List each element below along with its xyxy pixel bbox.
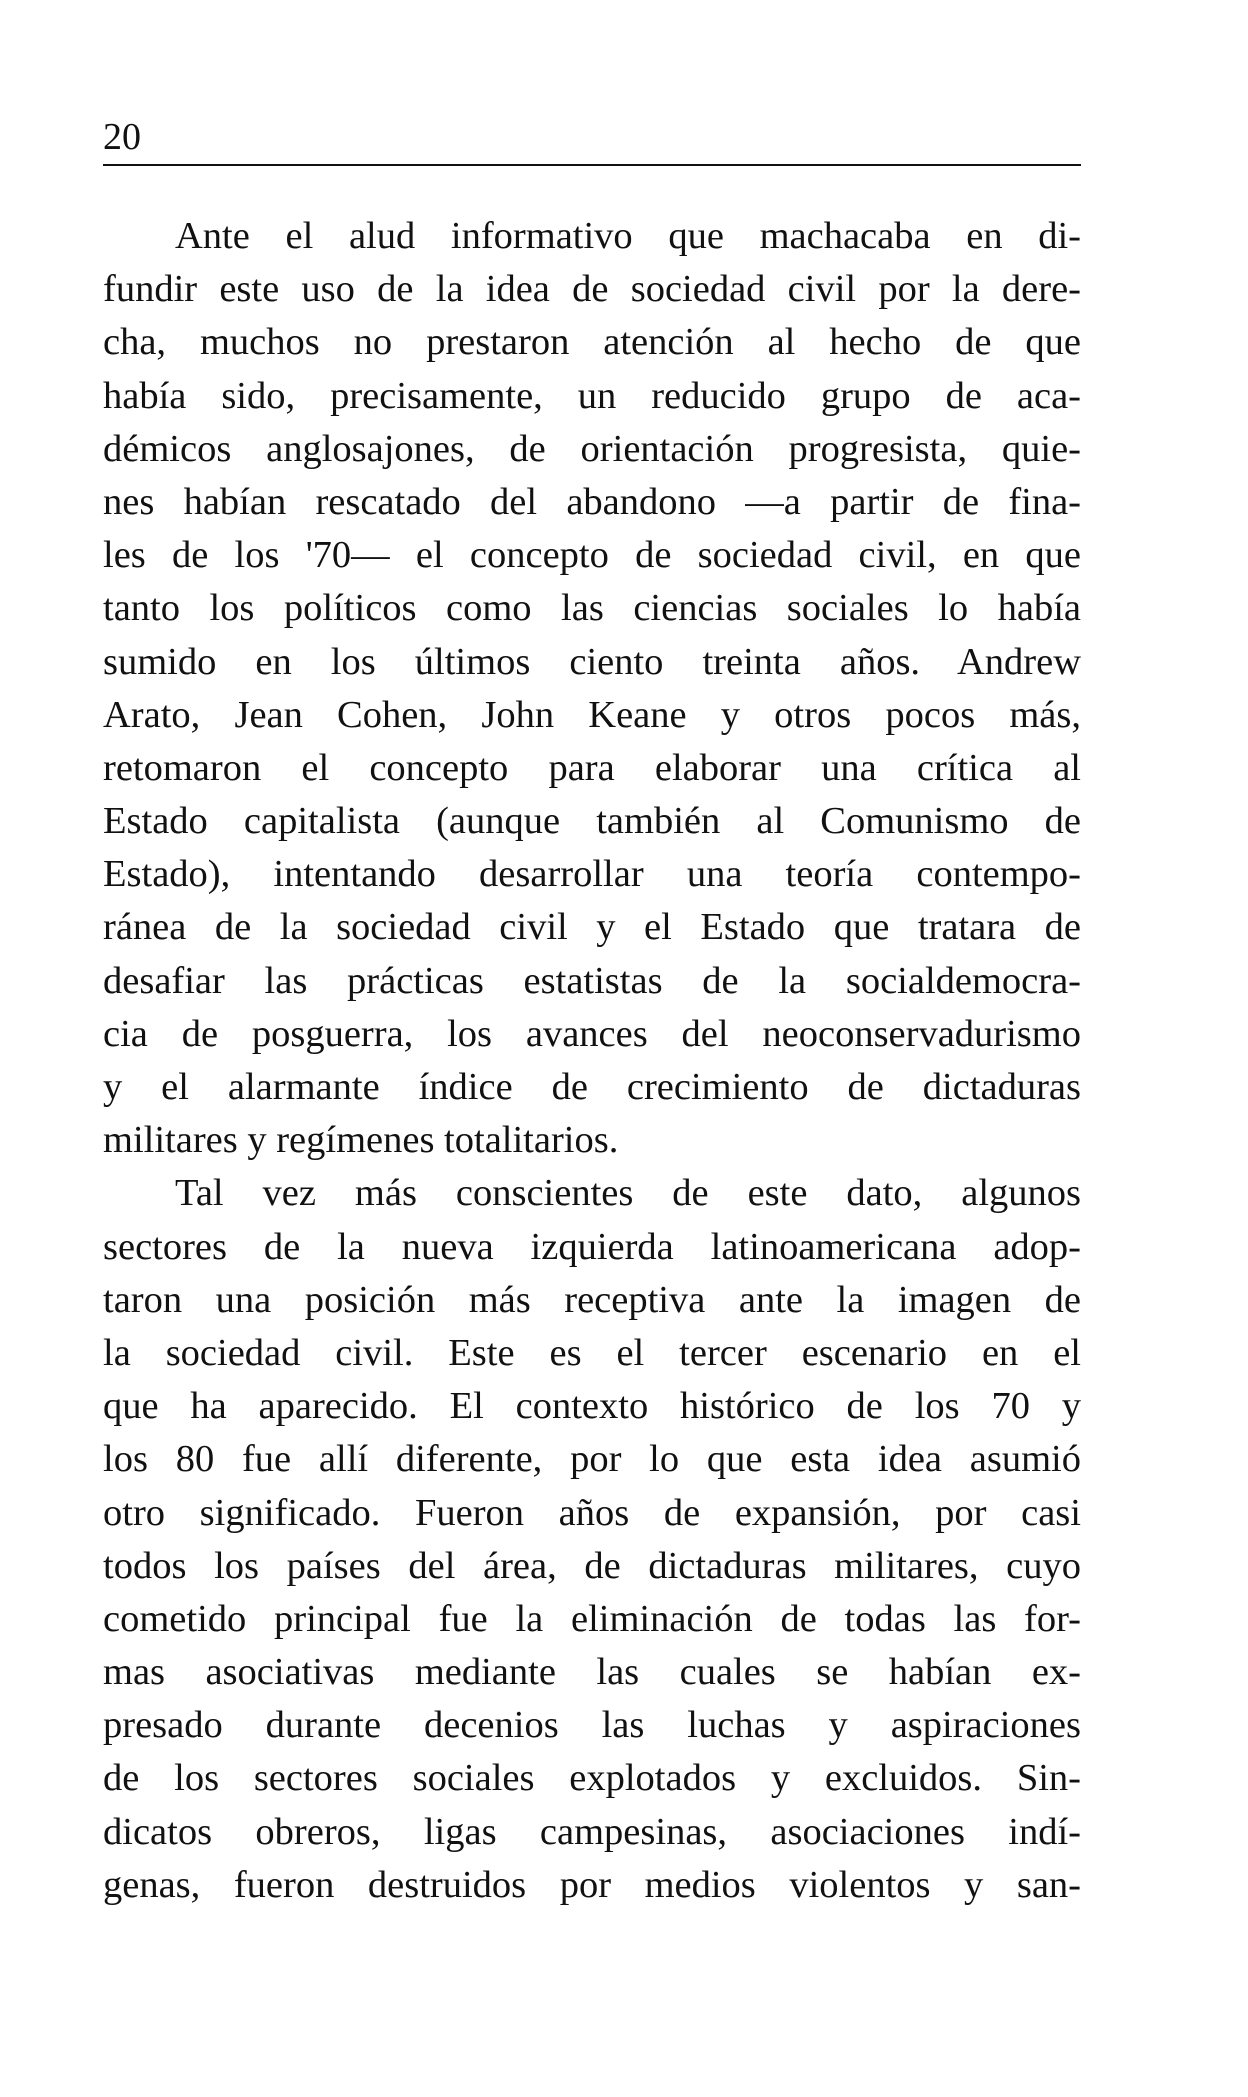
text-line: retomaron el concepto para elaborar una crítica al	[103, 746, 1081, 789]
text-line: Tal vez más conscientes de este dato, algunos	[175, 1172, 1081, 1215]
text-line: tanto los políticos como las ciencias sociales lo había	[103, 587, 1081, 630]
text-line: sectores de la nueva izquierda latinoamericana adop-	[103, 1225, 1081, 1268]
text-line: sumido en los últimos ciento treinta años. Andrew	[103, 640, 1081, 683]
header-rule	[103, 164, 1081, 166]
text-line: Arato, Jean Cohen, John Keane y otros pocos más,	[103, 693, 1081, 736]
text-line: nes habían rescatado del abandono —a partir de fina-	[103, 480, 1081, 523]
text-line: les de los '70— el concepto de sociedad civil, en que	[103, 534, 1081, 577]
text-line: taron una posición más receptiva ante la imagen de	[103, 1278, 1081, 1321]
body-text	[103, 210, 1081, 1912]
text-line: militares y regímenes totalitarios.	[103, 1119, 619, 1162]
text-line: Estado), intentando desarrollar una teoría contempo-	[103, 853, 1081, 896]
text-line: presado durante decenios las luchas y aspiraciones	[103, 1704, 1081, 1747]
text-line: cha, muchos no prestaron atención al hecho de que	[103, 321, 1081, 364]
text-line: mas asociativas mediante las cuales se habían ex-	[103, 1651, 1081, 1694]
text-line: otro significado. Fueron años de expansión, por casi	[103, 1491, 1081, 1534]
text-line: genas, fueron destruidos por medios violentos y san-	[103, 1863, 1081, 1906]
text-line: ránea de la sociedad civil y el Estado que tratara de	[103, 906, 1081, 949]
paragraph-1	[103, 210, 1081, 1167]
text-line: y el alarmante índice de crecimiento de dictaduras	[103, 1066, 1081, 1108]
paragraph-2	[103, 1167, 1081, 1912]
text-line: que ha aparecido. El contexto histórico de los 70 y	[103, 1385, 1081, 1428]
text-line: desafiar las prácticas estatistas de la socialdemocra-	[103, 959, 1081, 1002]
page-number: 20	[103, 116, 141, 158]
text-line: cia de posguerra, los avances del neoconservadurismo	[103, 1012, 1081, 1055]
text-line: Ante el alud informativo que machacaba en di-	[175, 215, 1081, 257]
text-line: de los sectores sociales explotados y excluidos. Sin-	[103, 1757, 1081, 1800]
text-line: la sociedad civil. Este es el tercer escenario en el	[103, 1331, 1081, 1374]
text-line: los 80 fue allí diferente, por lo que esta idea asumió	[103, 1438, 1081, 1481]
text-line: démicos anglosajones, de orientación progresista, quie-	[103, 427, 1081, 470]
text-line: cometido principal fue la eliminación de todas las for-	[103, 1597, 1081, 1640]
text-line: había sido, precisamente, un reducido grupo de aca-	[103, 374, 1081, 417]
text-line: Estado capitalista (aunque también al Comunismo de	[103, 800, 1081, 843]
text-line: fundir este uso de la idea de sociedad civil por la dere-	[103, 268, 1081, 311]
text-line: todos los países del área, de dictaduras militares, cuyo	[103, 1544, 1081, 1587]
text-line: dicatos obreros, ligas campesinas, asociaciones indí-	[103, 1810, 1081, 1853]
